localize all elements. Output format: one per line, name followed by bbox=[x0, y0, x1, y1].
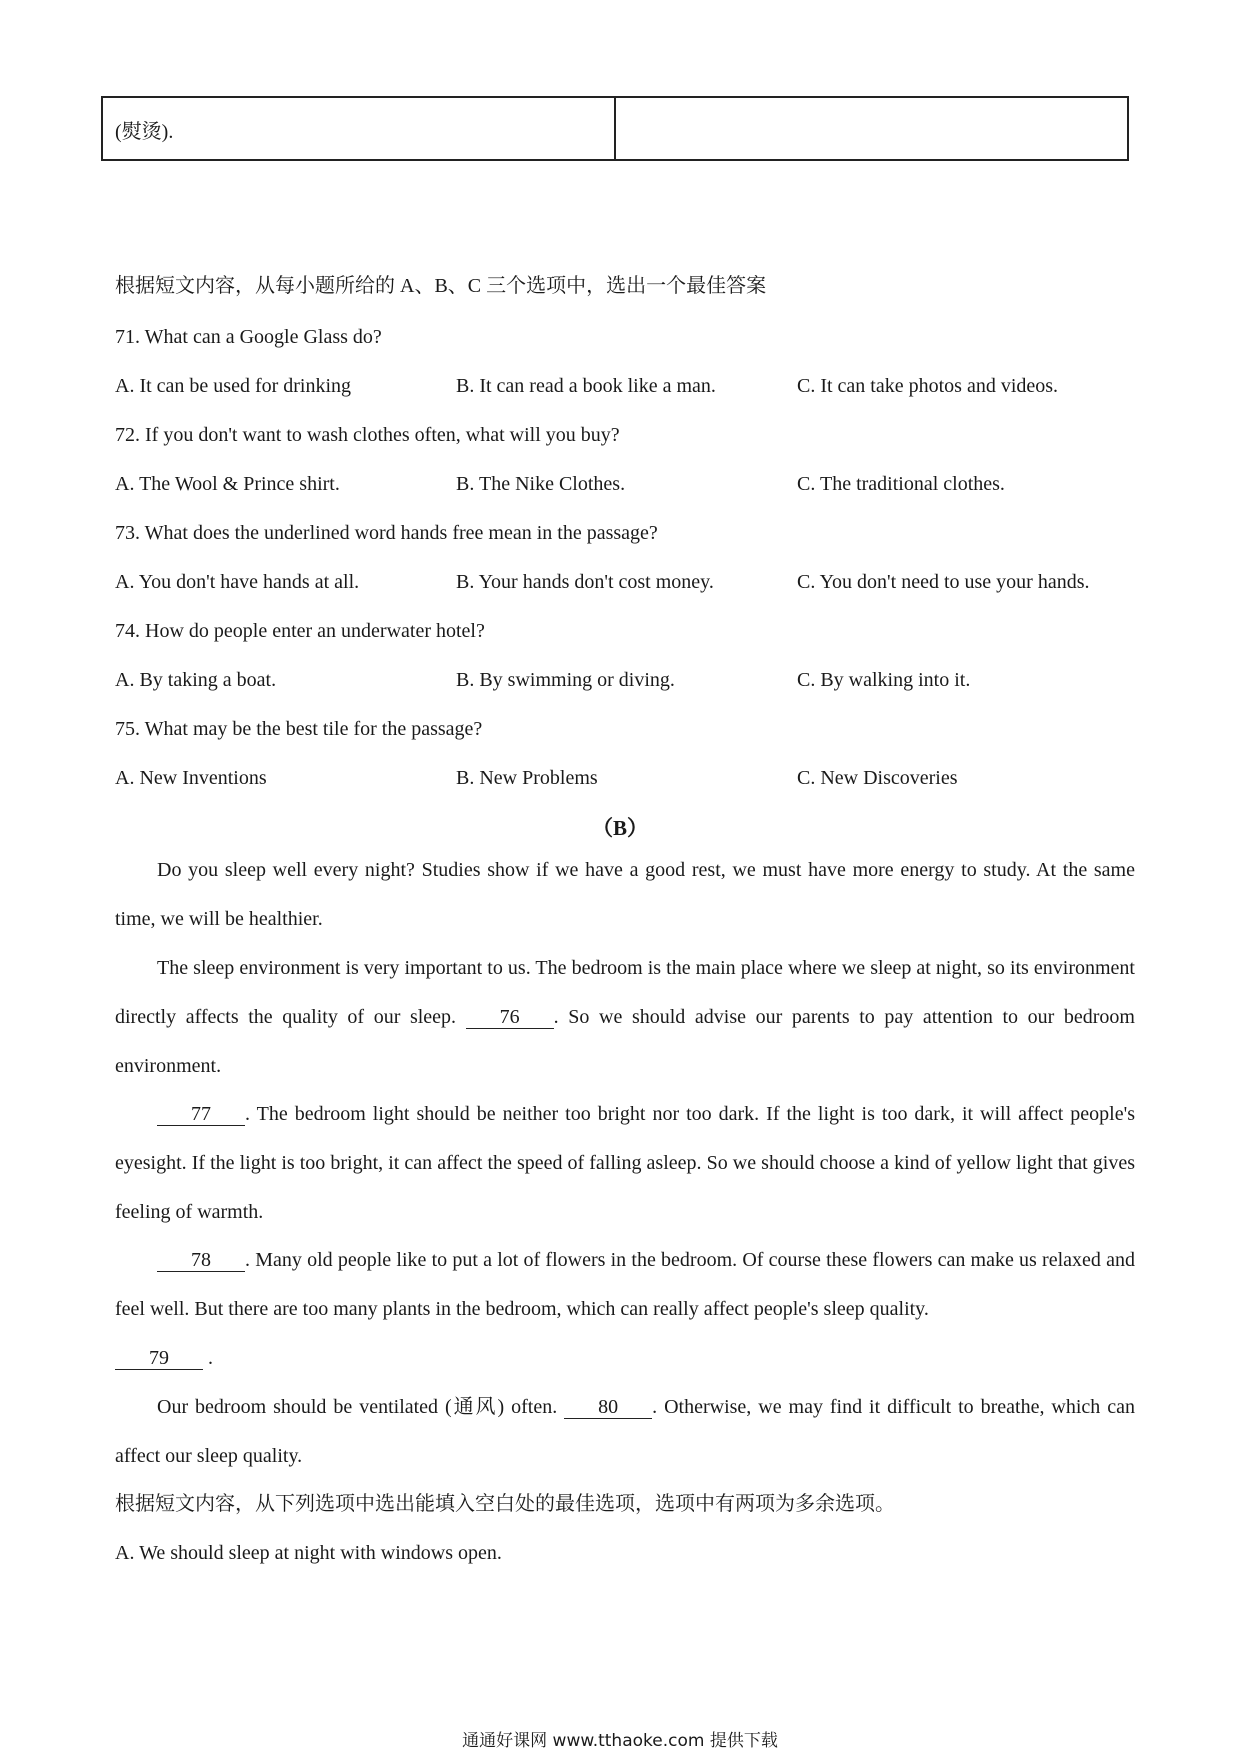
paragraph-3-text: . The bedroom light should be neither too bright nor too dark. If the light is too dark, it will affect people's eyesight. If the light is too bright, it can affect the speed of falling asleep. So we should choose a kind of yellow light that gives feeling of warmth. bbox=[115, 1103, 1135, 1223]
paragraph-2-text-a: The sleep environment is very important to us. The bedroom is the main place where we sleep at night, so its environment directly affects the quality of our sleep. bbox=[115, 957, 1135, 1028]
table-cell-left: (熨烫). bbox=[103, 98, 616, 159]
question-71: 71. What can a Google Glass do? bbox=[115, 326, 382, 348]
page-footer: 通通好课网 www.tthaoke.com 提供下载 bbox=[462, 1731, 778, 1751]
q73-option-b: B. Your hands don't cost money. bbox=[456, 571, 714, 593]
q75-option-c: C. New Discoveries bbox=[797, 767, 958, 789]
q74-option-b: B. By swimming or diving. bbox=[456, 669, 675, 691]
table-cell-right bbox=[616, 98, 1127, 159]
paragraph-2-text-b: . So we should advise our parents to pay attention to our bedroom environment. bbox=[115, 1006, 1135, 1077]
blank-76: 76 bbox=[466, 1006, 554, 1029]
q73-option-c: C. You don't need to use your hands. bbox=[797, 571, 1090, 593]
q72-option-c: C. The traditional clothes. bbox=[797, 473, 1005, 495]
blank-80: 80 bbox=[564, 1396, 652, 1419]
part-b-instruction: 根据短文内容，从下列选项中选出能填入空白处的最佳选项，选项中有两项为多余选项。 bbox=[115, 1493, 895, 1515]
blank-79: 79 bbox=[115, 1347, 203, 1370]
section-b-title: （B） bbox=[591, 816, 648, 840]
question-74: 74. How do people enter an underwater hotel? bbox=[115, 620, 485, 642]
part-b-option-a: A. We should sleep at night with windows open. bbox=[115, 1542, 502, 1564]
passage-paragraph-3 bbox=[115, 1090, 1135, 1237]
passage-paragraph-2 bbox=[115, 944, 1135, 1091]
paragraph-6-text-a: Our bedroom should be ventilated (通风) often. bbox=[157, 1396, 558, 1418]
q73-option-a: A. You don't have hands at all. bbox=[115, 571, 360, 593]
blank-78: 78 bbox=[157, 1249, 245, 1272]
q72-option-b: B. The Nike Clothes. bbox=[456, 473, 626, 495]
passage-paragraph-6 bbox=[115, 1383, 1135, 1481]
passage-paragraph-1: Do you sleep well every night? Studies show if we have a good rest, we must have more energy to study. At the same time, we will be healthier. bbox=[115, 859, 1135, 930]
top-table bbox=[101, 96, 1129, 161]
question-72: 72. If you don't want to wash clothes often, what will you buy? bbox=[115, 424, 620, 446]
q71-option-b: B. It can read a book like a man. bbox=[456, 375, 716, 397]
q72-option-a: A. The Wool & Prince shirt. bbox=[115, 473, 340, 495]
q75-option-a: A. New Inventions bbox=[115, 767, 267, 789]
q74-option-c: C. By walking into it. bbox=[797, 669, 971, 691]
q71-option-a: A. It can be used for drinking bbox=[115, 375, 352, 397]
question-75: 75. What may be the best tile for the passage? bbox=[115, 718, 483, 740]
question-73: 73. What does the underlined word hands free mean in the passage? bbox=[115, 522, 658, 544]
q75-option-b: B. New Problems bbox=[456, 767, 598, 789]
blank-77: 77 bbox=[157, 1103, 245, 1126]
passage-paragraph-5 bbox=[115, 1334, 1135, 1383]
part-a-instruction: 根据短文内容，从每小题所给的 A、B、C 三个选项中，选出一个最佳答案 bbox=[115, 275, 767, 297]
q71-option-c: C. It can take photos and videos. bbox=[797, 375, 1059, 397]
paragraph-6-text-b: . Otherwise, we may find it difficult to breathe, which can affect our sleep quality. bbox=[115, 1396, 1135, 1467]
passage-paragraph-4 bbox=[115, 1236, 1135, 1334]
paragraph-5-dot: . bbox=[208, 1347, 213, 1369]
q74-option-a: A. By taking a boat. bbox=[115, 669, 277, 691]
paragraph-4-text: . Many old people like to put a lot of flowers in the bedroom. Of course these flowers can make us relaxed and feel well. But there are too many plants in the bedroom, which can really affect people's sleep quality. bbox=[115, 1249, 1135, 1320]
